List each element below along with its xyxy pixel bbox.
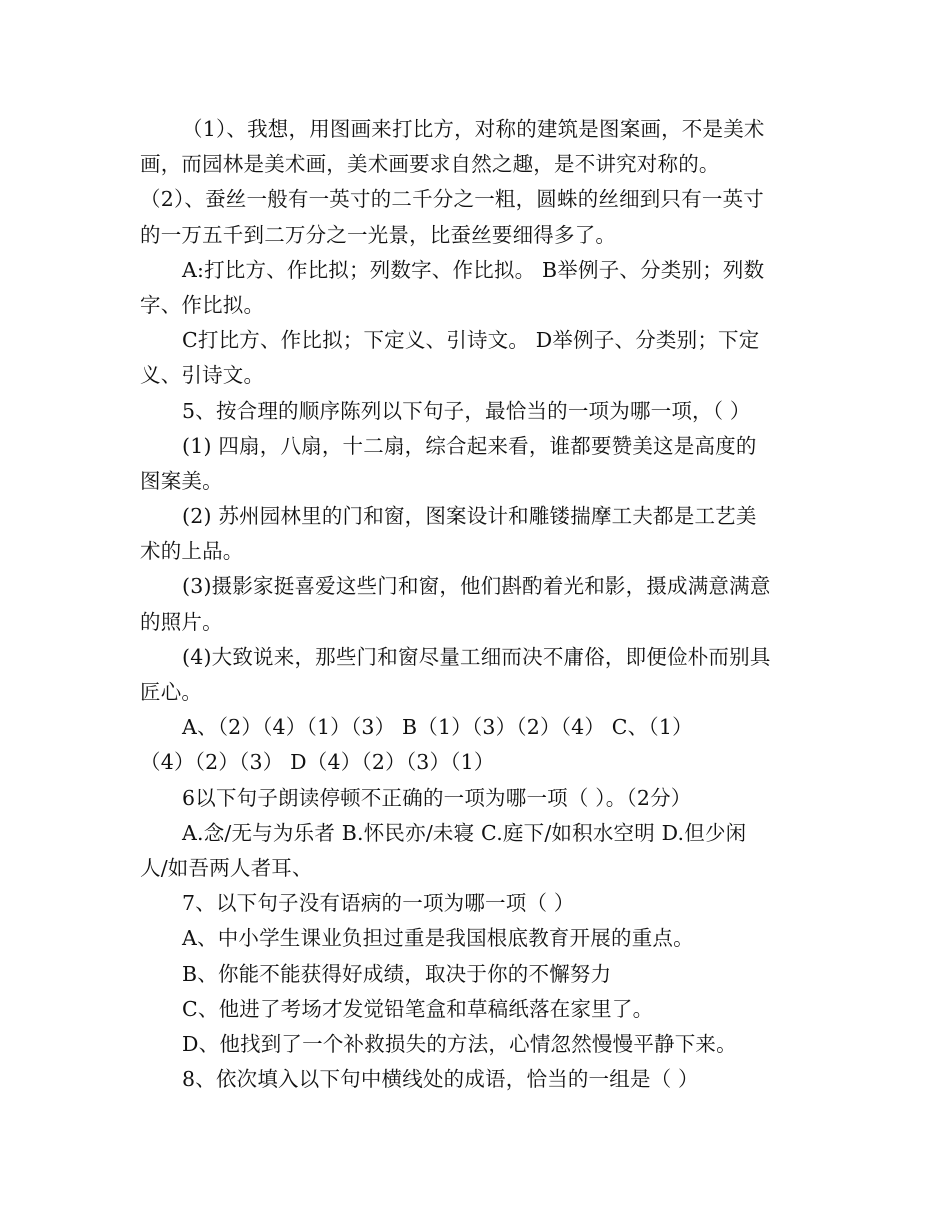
answer-option: B、你能不能获得好成绩，取决于你的不懈努力 xyxy=(182,961,612,986)
text-line: （2）、蚕丝一般有一英寸的二千分之一粗，圆蛛的丝细到只有一英寸 xyxy=(140,187,764,212)
text-line: 义、引诗文。 xyxy=(140,363,265,388)
text-line: 的一万五千到二万分之一光景，比蚕丝要细得多了。 xyxy=(140,222,617,247)
question-7-heading: 7、以下句子没有语病的一项为哪一项（ ） xyxy=(182,891,575,916)
text-line: C打比方、作比拟；下定义、引诗文。 D举例子、分类别；下定 xyxy=(182,328,760,353)
text-line: (2) 苏州园林里的门和窗，图案设计和雕镂揣摩工夫都是工艺美 xyxy=(182,504,757,529)
answer-options-line: A、（2）（4）（1）（3） B（1）（3）（2）（4） C、（1） xyxy=(182,715,693,740)
text-line: (3)摄影家挺喜爱这些门和窗，他们斟酌着光和影，摄成满意满意 xyxy=(182,574,771,599)
answer-option: A、中小学生课业负担过重是我国根底教育开展的重点。 xyxy=(182,926,694,951)
answer-options-line: 人/如吾两人者耳、 xyxy=(140,855,313,880)
text-line: 术的上品。 xyxy=(140,539,244,564)
text-line: (1) 四扇，八扇，十二扇，综合起来看，谁都要赞美这是高度的 xyxy=(182,433,757,458)
document-body xyxy=(140,112,812,1097)
question-6-heading: 6以下句子朗读停顿不正确的一项为哪一项（ ）。（2分） xyxy=(182,785,692,810)
text-line: （1）、我想，用图画来打比方，对称的建筑是图案画，不是美术 xyxy=(182,117,765,141)
text-line: 的照片。 xyxy=(140,609,223,634)
text-line: 匠心。 xyxy=(140,680,203,704)
answer-options-line: （4）（2）（3） D（4）（2）（3）（1） xyxy=(140,750,495,775)
answer-options-line: A.念/无与为乐者 B.怀民亦/未寝 C.庭下/如积水空明 D.但少闲 xyxy=(182,820,747,845)
text-line: 字、作比拟。 xyxy=(140,292,265,317)
question-8-heading: 8、依次填入以下句中横线处的成语，恰当的一组是（ ） xyxy=(182,1067,699,1092)
answer-option: D、他找到了一个补救损失的方法，心情忽然慢慢平静下来。 xyxy=(182,1031,737,1056)
answer-option: C、他进了考场才发觉铅笔盒和草稿纸落在家里了。 xyxy=(182,996,654,1021)
text-line: 图案美。 xyxy=(140,468,223,493)
text-line: A:打比方、作比拟；列数字、作比拟。 B举例子、分类别；列数 xyxy=(182,257,765,282)
text-line: 画，而园林是美术画，美术画要求自然之趣，是不讲究对称的。 xyxy=(140,152,720,177)
text-line: (4)大致说来，那些门和窗尽量工细而决不庸俗，即便俭朴而别具 xyxy=(182,644,771,669)
question-5-heading: 5、按合理的顺序陈列以下句子，最恰当的一项为哪一项，（ ） xyxy=(182,398,751,423)
